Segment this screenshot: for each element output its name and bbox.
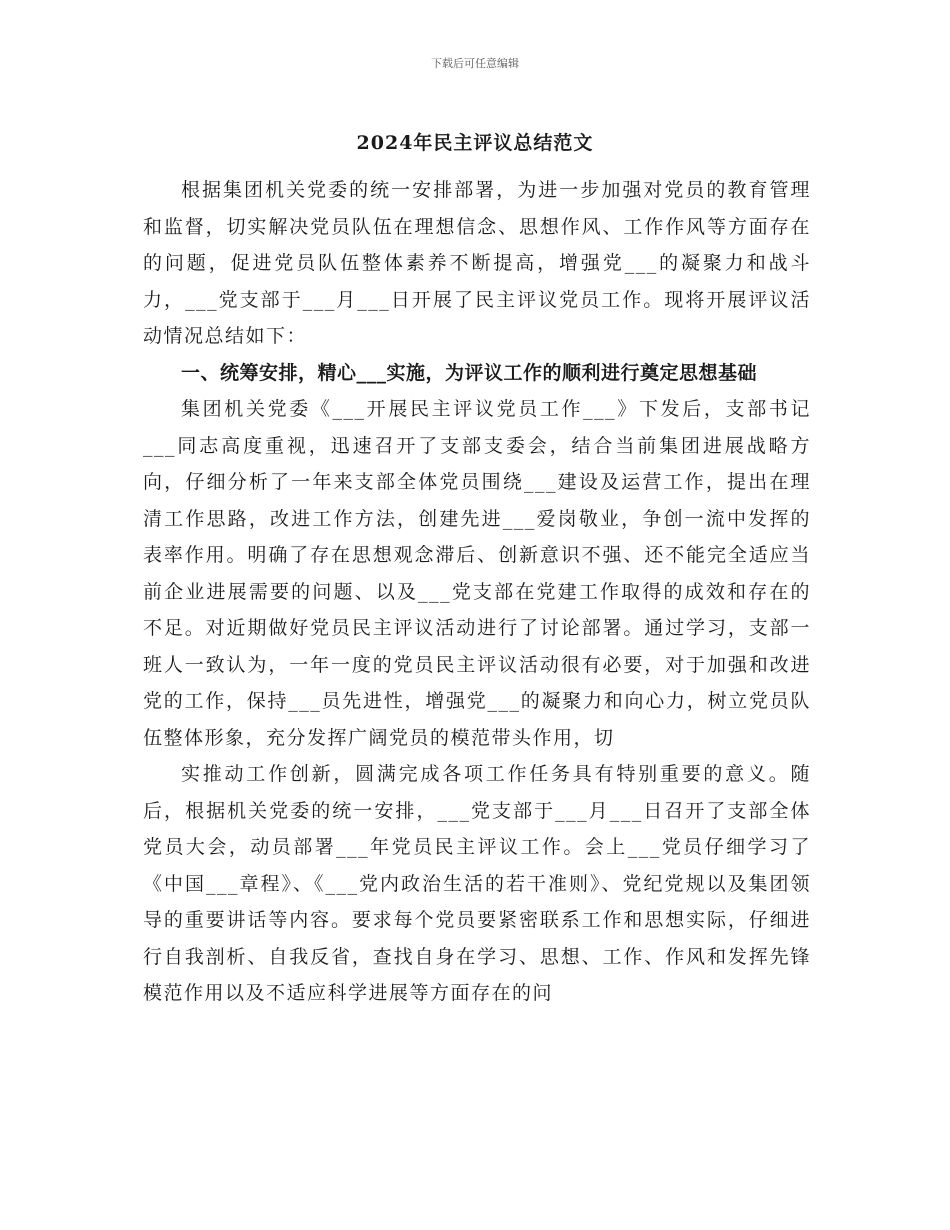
paragraph-continuation: 实推动工作创新，圆满完成各项工作任务具有特别重要的意义。随后，根据机关党委的统一安排，___党支部于___月___日召开了支部全体党员大会，动员部署___年党员民主评议工作。会上___党员仔细学习了《中国___章程》、《___党内政治生活的若干准则》、党纪党规以及集团领导的重要讲话等内容。要求每个党员要紧密联系工作和思想实际，仔细进行自我剖析、自我反省，查找自身在学习、思想、工作、作风和发挥先锋模范作用以及不适应科学进展等方面存在的问 [143,763,811,1004]
section-heading-1: 一、统筹安排，精心___实施，为评议工作的顺利进行奠定思想基础 [181,361,758,384]
document-title: 2024年民主评议总结范文 [356,132,594,154]
document-body [143,172,811,1012]
paragraph-section-1-body: 集团机关党委《___开展民主评议党员工作___》下发后，支部书记___同志高度重视，迅速召开了支部支委会，结合当前集团进展战略方向，仔细分析了一年来支部全体党员围绕___建设及运营工作，提出在理清工作思路，改进工作方法，创建先进___爱岗敬业，争创一流中发挥的表率作用。明确了存在思想观念滞后、创新意识不强、还不能完全适应当前企业进展需要的问题、以及___党支部在党建工作取得的成效和存在的不足。对近期做好党员民主评议活动进行了讨论部署。通过学习，支部一班人一致认为，一年一度的党员民主评议活动很有必要，对于加强和改进党的工作，保持___员先进性，增强党___的凝聚力和向心力，树立党员队伍整体形象，充分发挥广阔党员的模范带头作用，切 [143,398,811,749]
page-header-note: 下载后可任意编辑 [431,57,519,70]
paragraph-intro: 根据集团机关党委的统一安排部署，为进一步加强对党员的教育管理和监督，切实解决党员队伍在理想信念、思想作风、工作作风等方面存在的问题，促进党员队伍整体素养不断提高，增强党___的凝聚力和战斗力，___党支部于___月___日开展了民主评议党员工作。现将开展评议活动情况总结如下： [143,179,811,347]
